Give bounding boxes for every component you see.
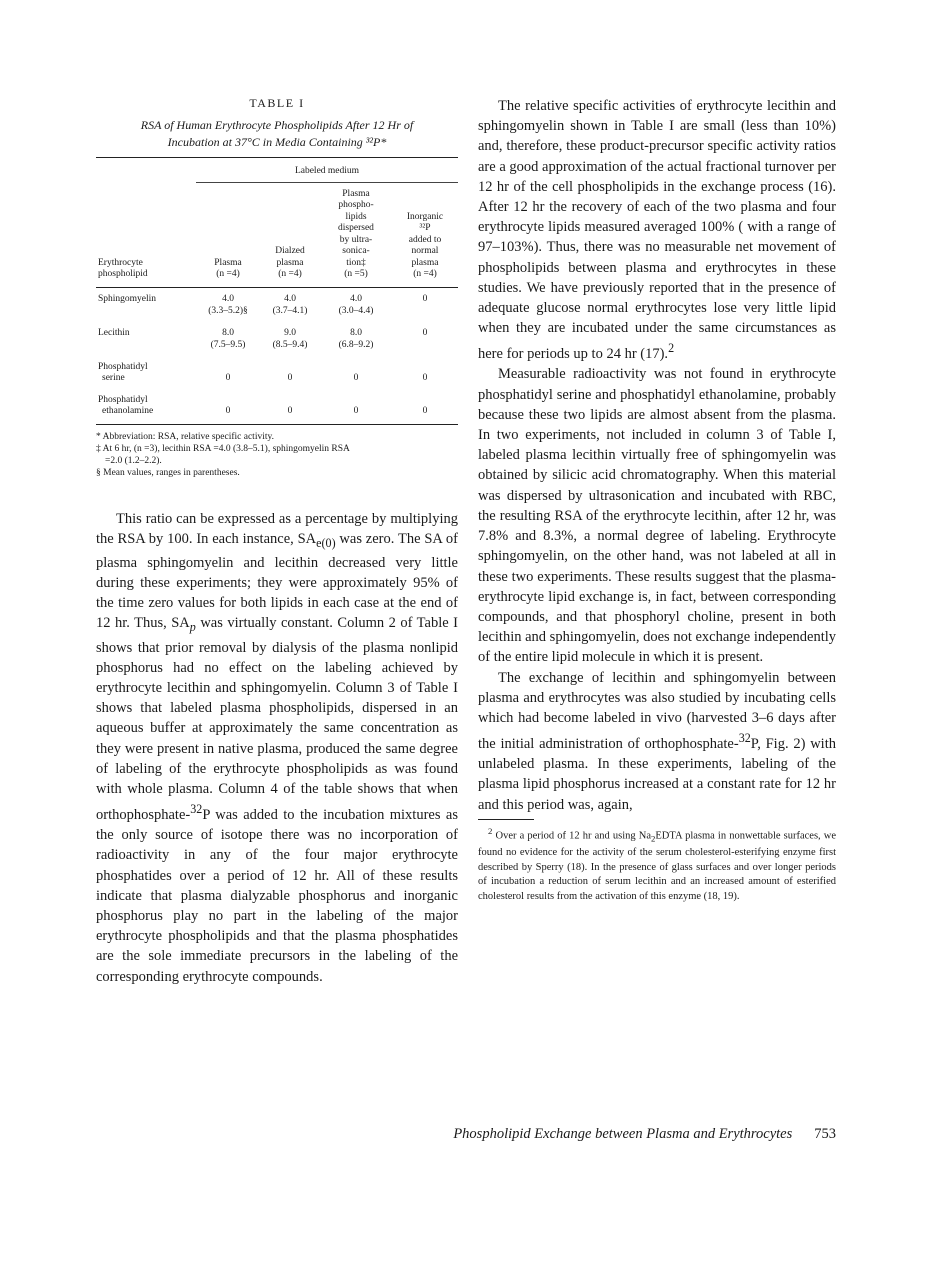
column-header: Erythrocyte phospholipid [96, 182, 196, 287]
table-row [96, 356, 458, 389]
table-cell: 8.0 (6.8–9.2) [338, 327, 374, 350]
column-header: Plasma phospho- lipids dispersed by ultra- sonica- tion‡ (n =5) [320, 182, 392, 287]
table-row [96, 389, 458, 425]
table-title: TABLE I [249, 96, 305, 110]
running-footer [453, 1126, 836, 1143]
row-label: Lecithin [98, 327, 130, 338]
table-cell: 0 [260, 389, 320, 425]
row-label: Phosphatidyl ethanolamine [96, 389, 196, 425]
table-footnotes [96, 431, 458, 479]
rsa-table [96, 158, 458, 425]
running-title: Phospholipid Exchange between Plasma and Erythrocytes [453, 1126, 793, 1142]
column-header: Plasma (n =4) [196, 182, 260, 287]
table-caption-line1: RSA of Human Erythrocyte Phospholipids After 12 Hr of [140, 118, 414, 132]
table-footnote-section: § Mean values, ranges in parentheses. [96, 467, 240, 478]
table-cell: 0 [422, 327, 428, 338]
column-header-row [96, 182, 458, 287]
row-label: Phosphatidyl serine [98, 361, 148, 383]
row-label: Sphingomyelin [98, 293, 157, 304]
table-footnote-star: * Abbreviation: RSA, relative specific activity. [96, 431, 274, 442]
table-row [96, 322, 458, 356]
body-paragraph: The exchange of lecithin and sphingomyelin between plasma and erythrocytes was also studied by incubating cells which had become labeled in vivo (harvested 3–6 days after the initial administration of orthophosphate-$^{32}$P, Fig. 2) with unlabeled plasma. In these experiments, labeling of the plasma lipid phosphorus increased at a constant rate for 12 hr and this period was, again, [478, 669, 836, 813]
table-footnote-dagger-cont: =2.0 (1.2–2.2). [105, 455, 162, 466]
left-column [96, 96, 458, 987]
group-header: Labeled medium [196, 158, 458, 182]
table-cell: 4.0 (3.7–4.1) [272, 293, 308, 316]
body-paragraph: This ratio can be expressed as a percentage by multiplying the RSA by 100. In each instance, $SA_{e(0)}$ was zero. The SA of plasma sphingomyelin and lecithin decreased very little during these experiments; they were approximately 95% of the time zero values for both lipids in each case at the end of 12 hr. Thus, $SA_p$ was virtually constant. Column 2 of Table I shows that prior removal by dialysis of the plasma nonlipid phosphorus had no effect on the labeling achieved by erythrocyte lecithin and sphingomyelin. Column 3 of Table I shows that labeled plasma phospholipids, dispersed in an aqueous buffer at approximately the same concentration as they were present in native plasma, produced the same degree of labeling of the erythrocyte phospholipids as was found with whole plasma. Column 4 of the table shows that when orthophosphate-$^{32}$P was added to the incubation mixtures as the only source of isotope there was no incorporation of radioactivity in any of the four major erythrocyte phosphatides over a period of 12 hr. All of these results indicate that plasma dialyzable phosphorus and inorganic phosphorus play no part in the labeling of the major erythrocyte phospholipids and that the plasma phosphatides are the sole immediate precursors in the labeling of the corresponding erythrocyte compounds. [96, 510, 458, 985]
page-number: 753 [814, 1126, 836, 1142]
table-cell: 0 [422, 293, 428, 304]
body-paragraph: Measurable radioactivity was not found in erythrocyte phosphatidyl serine and phosphatidyl ethanolamine, probably because these two lipids are almost absent from the plasma. In two experiments, not included in column 3 of Table I, labeled plasma lecithin virtually free of sphingomyelin was obtained by silicic acid chromatography. When this material was dispersed by ultrasonication and incubated with RBC, the resulting RSA of the erythrocyte lecithin, after 12 hr, was 7.8% and 8.3%, a normal degree of labeling. Erythrocyte sphingomyelin, on the other hand, was not labeled at all in these two experiments. These results suggest that the plasma-erythrocyte lipid exchange is, in fact, between corresponding compounds, and that phosphoryl choline, present in both lecithin and sphingomyelin, does not exchange independently of the entire lipid molecule in which it is present. [478, 366, 836, 666]
table-cell: 0 [422, 373, 428, 383]
footnote: $^2$ Over a period of 12 hr and using $Na_2EDTA$ plasma in nonwettable surfaces, we found no evidence for the activity of the serum cholesterol-esterifying enzyme first described by Sperry (18). In the presence of glass surfaces and over longer periods of incubation a reduction of serum lecithin and an increased amount of esterified cholesterol results from the activation of this enzyme (18, 19). [478, 825, 837, 903]
column-header: Inorganic ³²P added to normal plasma (n =4) [392, 182, 458, 287]
table-row [96, 287, 458, 322]
table-cell: 0 [287, 373, 293, 383]
table-cell: 8.0 (7.5–9.5) [210, 327, 246, 350]
table-cell: 0 [320, 389, 392, 425]
group-header-spacer [96, 158, 196, 182]
body-paragraph: The relative specific activities of erythrocyte lecithin and sphingomyelin shown in Table I are small (less than 10%) and, therefore, these product-precursor specific activity ratios are a good approximation of the actual fractional turnover per 12 hr of the cell phospholipids in the exchange process (16). After 12 hr the recovery of each of the two plasma and four erythrocyte lipids measured averaged 100% ( with a range of 97–103%). Thus, there was no measurable net movement of phospholipids between plasma and erythrocytes in these studies. We have previously reported that in the presence of adequate glucose normal erythrocytes lose very little lipid when they are incubated under the same circumstances as here for periods up to 24 hr (17).$^2$ [478, 98, 836, 363]
table-cell: 4.0 (3.0–4.4) [338, 293, 374, 316]
table-caption-line2: Incubation at 37°C in Media Containing ³²P* [167, 135, 387, 149]
right-column [478, 96, 836, 905]
table-cell: 4.0 (3.3–5.2)§ [208, 293, 248, 316]
table-cell: 0 [225, 373, 231, 383]
table-cell: 0 [392, 389, 458, 425]
table-footnote-dagger: ‡ At 6 hr, (n =3), lecithin RSA =4.0 (3.8–5.1), sphingomyelin RSA [96, 443, 350, 454]
table-cell: 0 [196, 389, 260, 425]
column-header: Dialzed plasma (n =4) [260, 182, 320, 287]
footnote-rule [478, 819, 534, 820]
table-cell: 0 [353, 373, 359, 383]
table-caption [96, 117, 458, 151]
table-cell: 9.0 (8.5–9.4) [272, 327, 308, 350]
